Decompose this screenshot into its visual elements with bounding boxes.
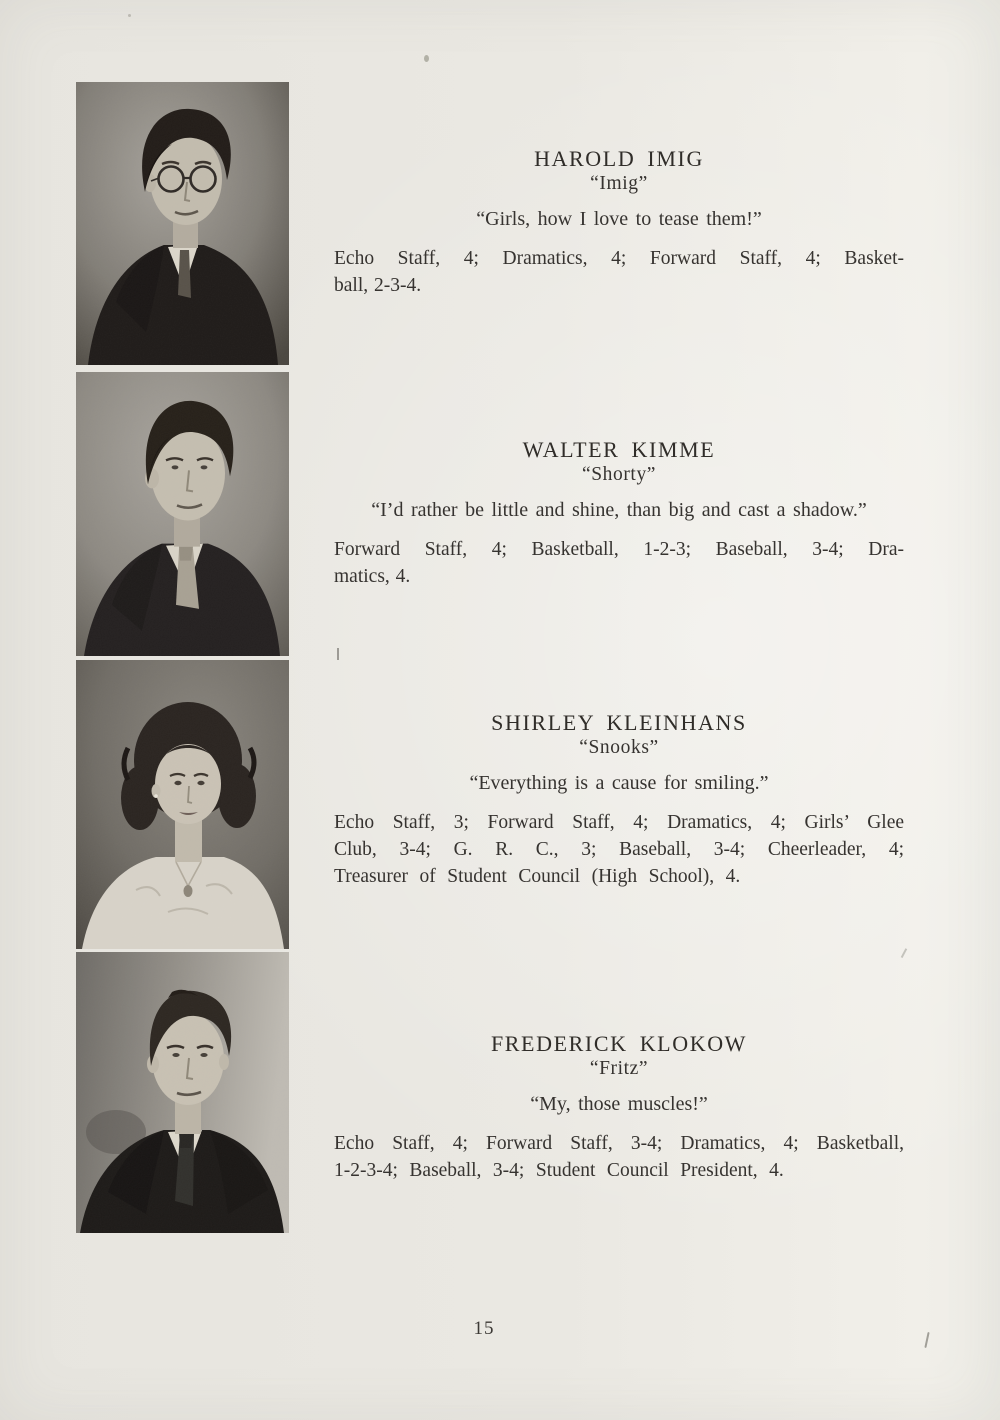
portrait-photo-illustration (76, 372, 289, 656)
portrait-shirley-kleinhans (76, 660, 289, 949)
activities-line: Echo Staff, 3; Forward Staff, 4; Dramatics, 4; Girls’ Glee (334, 812, 904, 833)
scan-mark (901, 948, 907, 958)
portrait-walter-kimme (76, 372, 289, 656)
student-nickname: “Snooks” (579, 737, 659, 758)
scan-speck (128, 14, 131, 17)
student-quote: “My, those muscles!” (530, 1093, 708, 1115)
student-activities (334, 1130, 904, 1184)
student-activities (334, 809, 904, 890)
student-name: HAROLD IMIG (534, 146, 704, 171)
student-name: WALTER KIMME (522, 437, 716, 462)
student-nickname: “Shorty” (581, 464, 657, 485)
student-nickname: “Fritz” (589, 1058, 649, 1079)
entry-frederick-klokow (334, 1031, 904, 1184)
student-quote: “Everything is a cause for smiling.” (469, 772, 769, 794)
portrait-photo-illustration (76, 660, 289, 949)
student-name: SHIRLEY KLEINHANS (491, 710, 747, 735)
activities-line: Echo Staff, 4; Forward Staff, 3-4; Dramatics, 4; Basketball, (334, 1133, 904, 1154)
portrait-harold-imig (76, 82, 289, 365)
activities-line: matics, 4. (334, 566, 411, 587)
student-name: FREDERICK KLOKOW (490, 1031, 748, 1056)
student-nickname: “Imig” (590, 173, 648, 194)
activities-line: Echo Staff, 4; Dramatics, 4; Forward Staff, 4; Basket- (334, 248, 904, 269)
portrait-photo-illustration (76, 82, 289, 365)
activities-line: ball, 2-3-4. (334, 275, 422, 296)
page-number: 15 (473, 1318, 495, 1339)
activities-line: Forward Staff, 4; Basketball, 1-2-3; Baseball, 3-4; Dra- (334, 539, 904, 560)
entry-harold-imig (334, 146, 904, 299)
portrait-photo-illustration (76, 952, 289, 1233)
student-quote: “Girls, how I love to tease them!” (476, 208, 762, 230)
portrait-frederick-klokow (76, 952, 289, 1233)
student-activities (334, 245, 904, 299)
student-quote: “I’d rather be little and shine, than big and cast a shadow.” (371, 499, 867, 521)
student-activities (334, 536, 904, 590)
activities-line: Treasurer of Student Council (High School), 4. (334, 866, 741, 887)
activities-line: Club, 3-4; G. R. C., 3; Baseball, 3-4; Cheerleader, 4; (334, 839, 904, 860)
entry-shirley-kleinhans (334, 710, 904, 890)
scan-mark (337, 648, 339, 660)
scan-speck (424, 55, 429, 62)
activities-line: 1-2-3-4; Baseball, 3-4; Student Council President, 4. (334, 1160, 784, 1181)
entry-walter-kimme (334, 437, 904, 590)
